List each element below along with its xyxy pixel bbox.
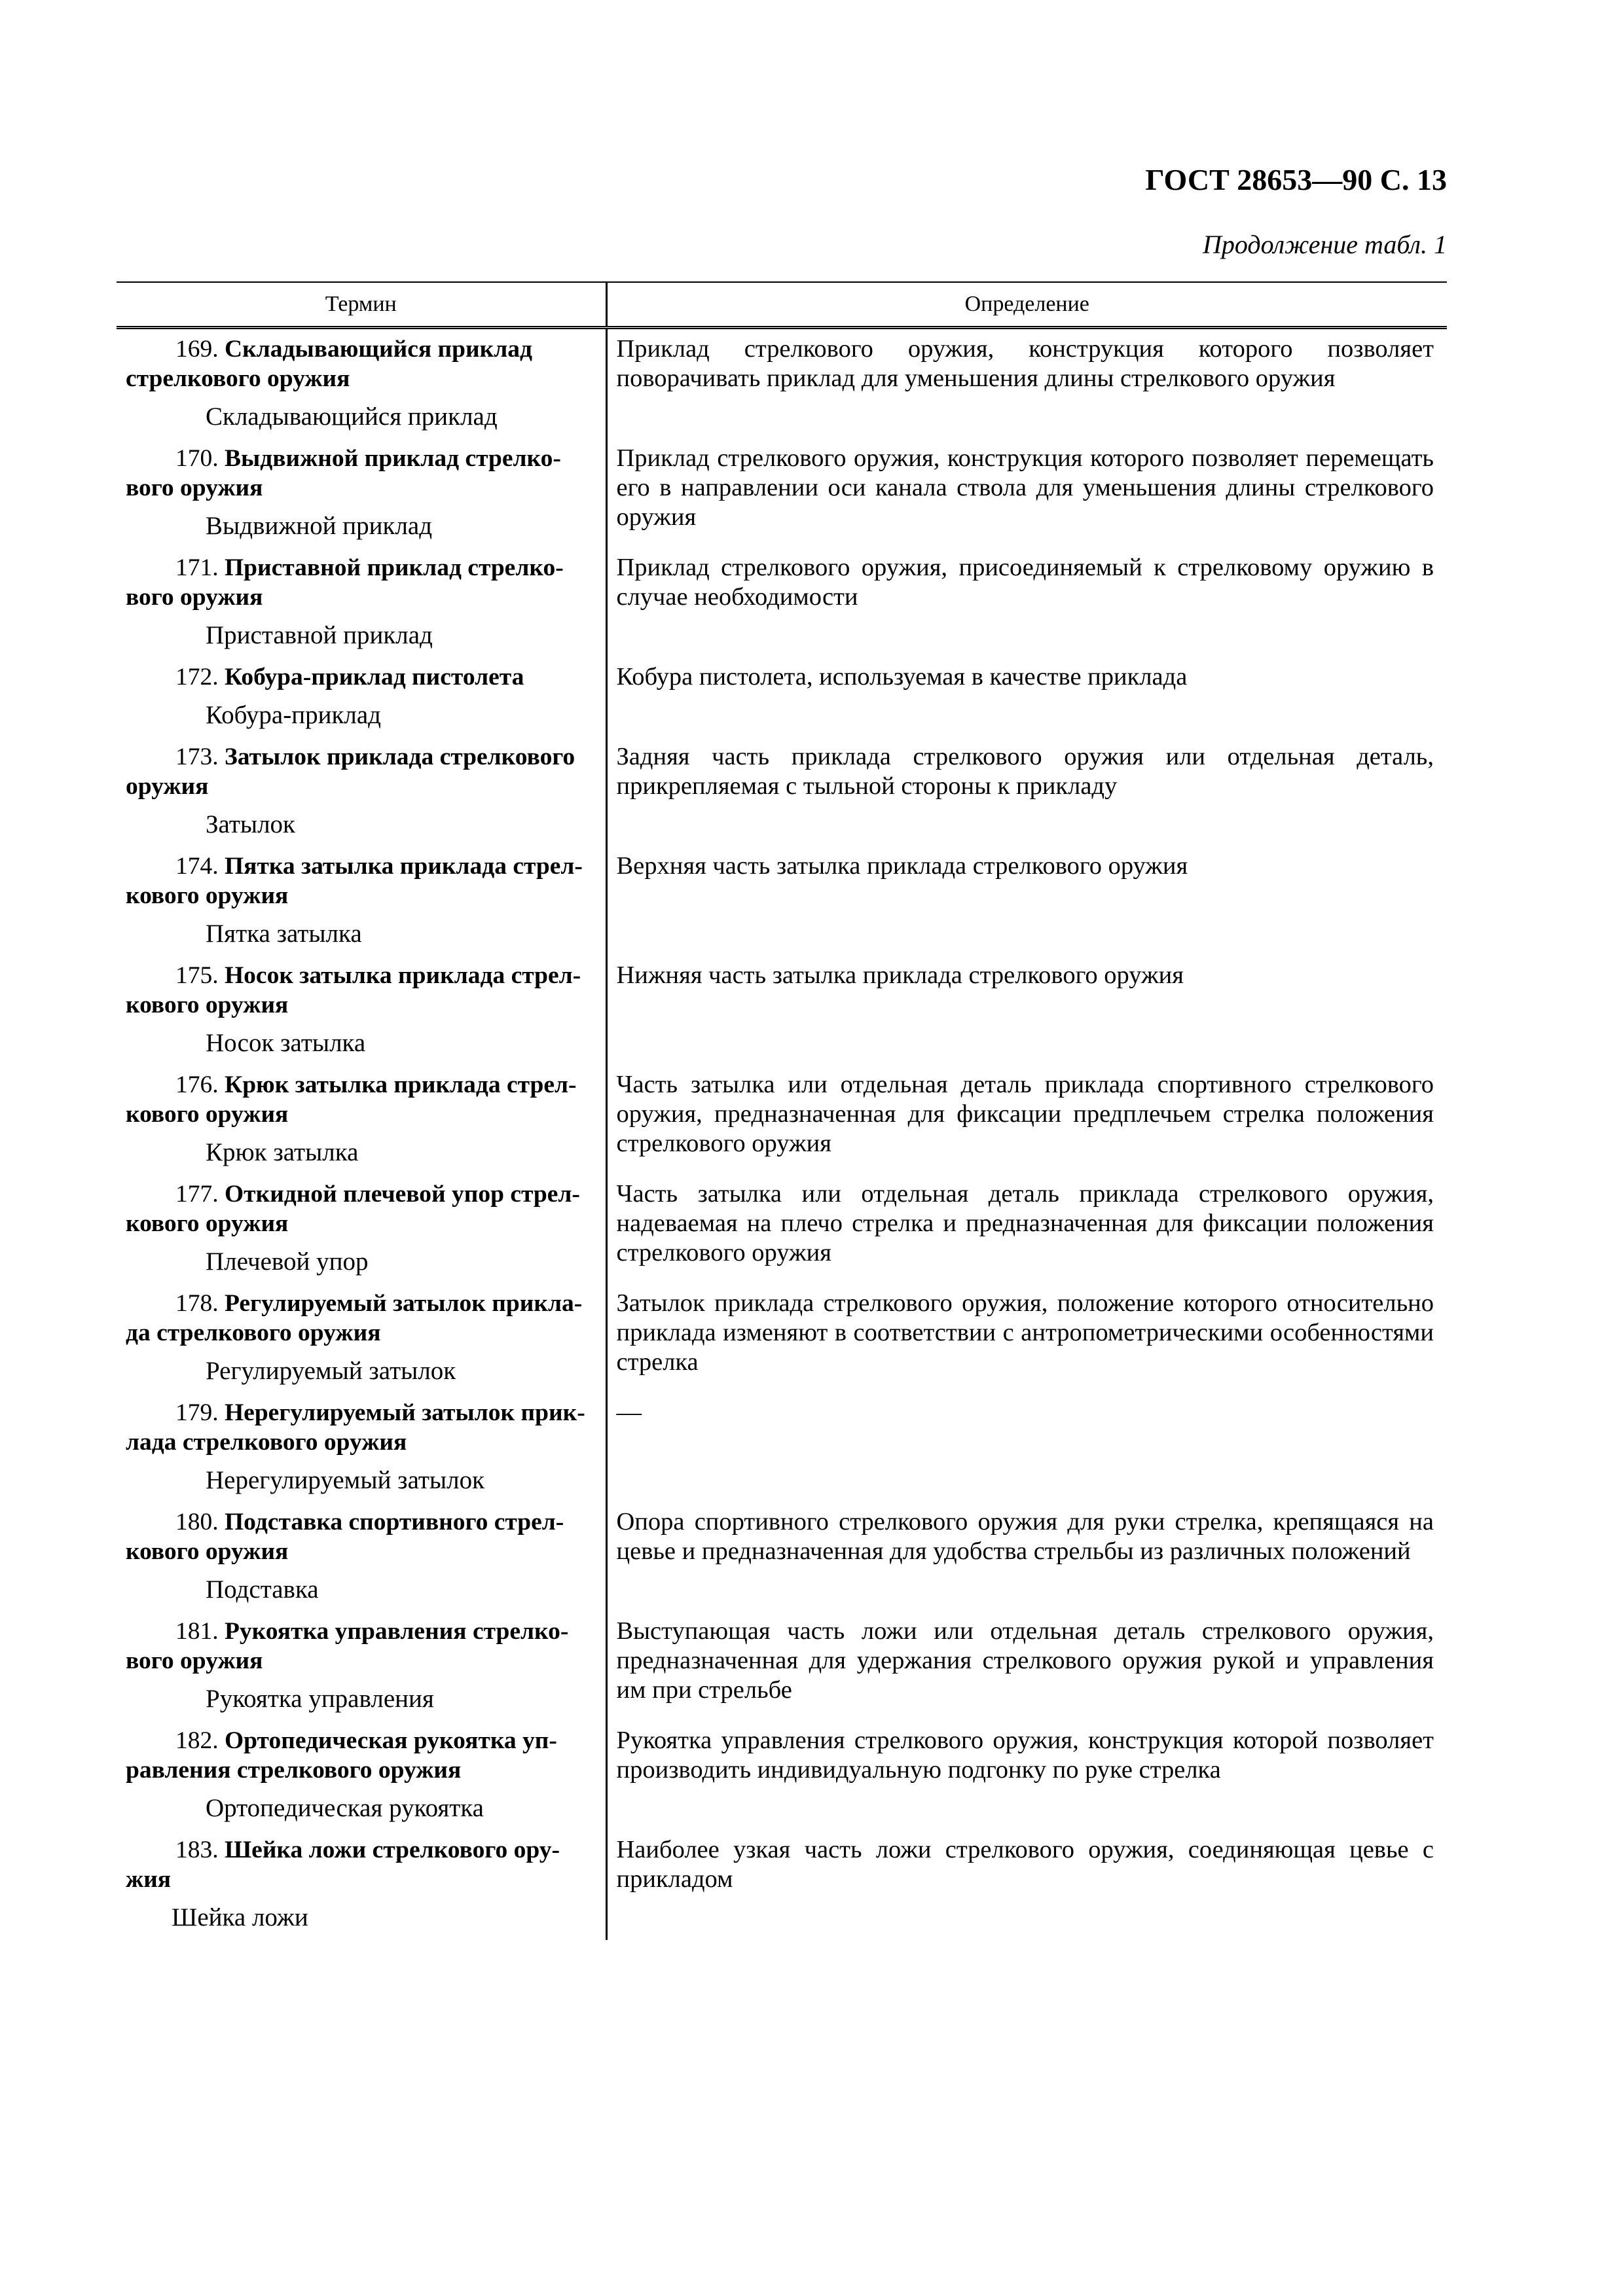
term-number: 180. bbox=[175, 1509, 219, 1535]
definition-text: Приклад стрелкового оружия, присоединяемый к стрелковому оружию в случае необходимости bbox=[616, 554, 1434, 611]
term-full bbox=[117, 1065, 606, 1129]
table-row bbox=[117, 657, 1447, 737]
definition-text: Опора спортивного стрелкового оружия для руки стрелка, крепящаяся на цевье и предназначенная для удобства стрельбы из различных положений bbox=[616, 1508, 1434, 1565]
definition-cell bbox=[606, 846, 1447, 956]
table-row bbox=[117, 737, 1447, 846]
term-number: 176. bbox=[175, 1071, 219, 1098]
definition-text: Затылок приклада стрелкового оружия, положение которого относительно приклада изменяют в соответствии с антропометрическими особенностями стрелка bbox=[616, 1289, 1434, 1376]
term-short-form: Плечевой упор bbox=[206, 1247, 369, 1276]
definition-text: Часть затылка или отдельная деталь приклада стрелкового оружия, надеваемая на плечо стрелка и предназначенная для фиксации положения стрелкового оружия bbox=[616, 1180, 1434, 1266]
term-short-form: Пятка затылка bbox=[206, 920, 362, 948]
term-number: 175. bbox=[175, 962, 219, 989]
table-row bbox=[117, 1721, 1447, 1830]
definition-text: Кобура пистолета, используемая в качестве приклада bbox=[616, 663, 1188, 691]
term-cell bbox=[117, 1065, 606, 1174]
definition-cell bbox=[606, 1830, 1447, 1940]
term-cell bbox=[117, 657, 606, 737]
term-number: 173. bbox=[175, 744, 219, 770]
definition-cell bbox=[606, 548, 1447, 657]
term-name-continuation: кового оружия bbox=[126, 992, 289, 1018]
definition-text: Верхняя часть затылка приклада стрелкового оружия bbox=[616, 852, 1188, 880]
term-cell bbox=[117, 956, 606, 1065]
table-header-row bbox=[117, 282, 1447, 328]
term-cell bbox=[117, 846, 606, 956]
definition-cell bbox=[606, 1065, 1447, 1174]
term-name-continuation: вого оружия bbox=[126, 475, 263, 501]
definition-text: Приклад стрелкового оружия, конструкция которого позволяет перемещать его в направлении оси канала ствола для уменьшения длины стрелкового оружия bbox=[616, 444, 1434, 531]
term-name-continuation: жия bbox=[126, 1866, 172, 1893]
term-name: Крюк затылка приклада стрел- bbox=[225, 1071, 577, 1098]
table-row bbox=[117, 846, 1447, 956]
term-cell bbox=[117, 1830, 606, 1940]
term-full bbox=[117, 1830, 606, 1894]
term-number: 181. bbox=[175, 1618, 219, 1645]
definition-text: Нижняя часть затылка приклада стрелкового оружия bbox=[616, 961, 1184, 989]
definition-cell bbox=[606, 1611, 1447, 1721]
term-cell bbox=[117, 737, 606, 846]
term-name-continuation: лада стрелкового оружия bbox=[126, 1429, 407, 1456]
definition-cell bbox=[606, 657, 1447, 737]
term-name: Пятка затылка приклада стрел- bbox=[225, 853, 583, 880]
table-row bbox=[117, 1830, 1447, 1940]
term-name-continuation: кового оружия bbox=[126, 1538, 289, 1565]
term-number: 179. bbox=[175, 1399, 219, 1426]
term-cell bbox=[117, 439, 606, 548]
table-row bbox=[117, 1502, 1447, 1611]
term-full bbox=[117, 846, 606, 910]
term-name: Складывающийся приклад bbox=[225, 336, 532, 363]
term-number: 172. bbox=[175, 664, 219, 691]
term-short-form: Выдвижной приклад bbox=[206, 512, 433, 540]
term-cell bbox=[117, 1611, 606, 1721]
table-row bbox=[117, 328, 1447, 439]
term-cell bbox=[117, 1502, 606, 1611]
term-name: Носок затылка приклада стрел- bbox=[225, 962, 581, 989]
term-name-continuation: оружия bbox=[126, 773, 209, 800]
table-row bbox=[117, 548, 1447, 657]
term-cell bbox=[117, 1174, 606, 1283]
term-name: Выдвижной приклад стрелко- bbox=[225, 445, 561, 472]
term-short-form: Рукоятка управления bbox=[206, 1685, 434, 1713]
term-name-continuation: кового оружия bbox=[126, 1210, 289, 1237]
table-row bbox=[117, 956, 1447, 1065]
definition-cell bbox=[606, 737, 1447, 846]
definition-cell bbox=[606, 1283, 1447, 1393]
term-number: 170. bbox=[175, 445, 219, 472]
table-body bbox=[117, 328, 1447, 1941]
term-short-form: Складывающийся приклад bbox=[206, 403, 498, 431]
definition-text: Приклад стрелкового оружия, конструкция которого позволяет поворачивать приклад для уменьшения длины стрелкового оружия bbox=[616, 335, 1434, 392]
term-full bbox=[117, 737, 606, 801]
term-number: 178. bbox=[175, 1290, 219, 1317]
term-short-form: Кобура-приклад bbox=[206, 701, 382, 729]
term-name-continuation: вого оружия bbox=[126, 1647, 263, 1674]
term-name-continuation: да стрелкового оружия bbox=[126, 1319, 381, 1346]
table-row bbox=[117, 1283, 1447, 1393]
term-number: 183. bbox=[175, 1837, 219, 1863]
table-row bbox=[117, 1065, 1447, 1174]
table-row bbox=[117, 439, 1447, 548]
term-cell bbox=[117, 328, 606, 439]
definition-cell bbox=[606, 1393, 1447, 1502]
term-full bbox=[117, 1393, 606, 1457]
term-name-continuation: равления стрелкового оружия bbox=[126, 1757, 462, 1784]
definition-cell bbox=[606, 956, 1447, 1065]
term-name: Подставка спортивного стрел- bbox=[225, 1509, 564, 1535]
definition-cell bbox=[606, 1174, 1447, 1283]
term-name: Кобура-приклад пистолета bbox=[225, 664, 524, 691]
term-short-form: Затылок bbox=[206, 810, 295, 838]
definition-text: — bbox=[616, 1399, 642, 1426]
term-short-form: Крюк затылка bbox=[206, 1138, 359, 1166]
definition-text: Выступающая часть ложи или отдельная деталь стрелкового оружия, предназначенная для удержания стрелкового оружия рукой и управления им при стрельбе bbox=[616, 1617, 1434, 1704]
term-full bbox=[117, 1502, 606, 1566]
term-name: Нерегулируемый затылок прик- bbox=[225, 1399, 585, 1426]
term-number: 182. bbox=[175, 1727, 219, 1754]
term-cell bbox=[117, 548, 606, 657]
term-name-continuation: стрелкового оружия bbox=[126, 365, 350, 392]
term-full bbox=[117, 1721, 606, 1785]
column-header-definition: Определение bbox=[606, 282, 1447, 328]
term-name: Откидной плечевой упор стрел- bbox=[225, 1181, 580, 1208]
term-full bbox=[117, 956, 606, 1020]
term-short-form: Приставной приклад bbox=[206, 621, 433, 649]
term-full bbox=[117, 1174, 606, 1238]
term-short-form: Носок затылка bbox=[206, 1029, 366, 1057]
term-name: Шейка ложи стрелкового ору- bbox=[225, 1837, 560, 1863]
term-number: 174. bbox=[175, 853, 219, 880]
term-name: Затылок приклада стрелкового bbox=[225, 744, 575, 770]
definition-text: Часть затылка или отдельная деталь приклада спортивного стрелкового оружия, предназначенная для фиксации предплечьем стрелка положения стрелкового оружия bbox=[616, 1071, 1434, 1157]
term-full bbox=[117, 657, 606, 692]
term-full bbox=[117, 329, 606, 393]
definition-cell bbox=[606, 1502, 1447, 1611]
term-number: 169. bbox=[175, 336, 219, 363]
term-full bbox=[117, 439, 606, 503]
column-header-term: Термин bbox=[117, 282, 606, 328]
table-row bbox=[117, 1611, 1447, 1721]
term-cell bbox=[117, 1393, 606, 1502]
term-name-continuation: кового оружия bbox=[126, 1101, 289, 1128]
term-short-form: Подставка bbox=[206, 1575, 319, 1604]
table-continuation-label: Продолжение табл. 1 bbox=[1202, 230, 1447, 259]
definition-text: Наиболее узкая часть ложи стрелкового оружия, соединяющая цевье с прикладом bbox=[616, 1836, 1434, 1893]
term-cell bbox=[117, 1283, 606, 1393]
page-header: ГОСТ 28653—90 С. 13 bbox=[1145, 163, 1447, 196]
term-name: Рукоятка управления стрелко- bbox=[225, 1618, 569, 1645]
definition-text: Задняя часть приклада стрелкового оружия или отдельная деталь, прикрепляемая с тыльной стороны к прикладу bbox=[616, 743, 1434, 800]
definition-cell bbox=[606, 439, 1447, 548]
term-number: 171. bbox=[175, 554, 219, 581]
term-name: Ортопедическая рукоятка уп- bbox=[225, 1727, 557, 1754]
term-full bbox=[117, 1283, 606, 1348]
definition-text: Рукоятка управления стрелкового оружия, конструкция которой позволяет производить индивидуальную подгонку по руке стрелка bbox=[616, 1727, 1434, 1784]
term-full bbox=[117, 1611, 606, 1676]
table-row bbox=[117, 1393, 1447, 1502]
terms-table bbox=[117, 281, 1447, 1940]
term-short-form: Нерегулируемый затылок bbox=[206, 1466, 485, 1494]
definition-cell bbox=[606, 328, 1447, 439]
term-name-continuation: вого оружия bbox=[126, 584, 263, 611]
term-cell bbox=[117, 1721, 606, 1830]
term-short-form: Шейка ложи bbox=[172, 1903, 308, 1931]
table-row bbox=[117, 1174, 1447, 1283]
term-name-continuation: кового оружия bbox=[126, 882, 289, 909]
term-short-form: Ортопедическая рукоятка bbox=[206, 1794, 484, 1822]
term-name: Регулируемый затылок прикла- bbox=[225, 1290, 583, 1317]
term-full bbox=[117, 548, 606, 612]
term-short-form: Регулируемый затылок bbox=[206, 1357, 456, 1385]
term-name: Приставной приклад стрелко- bbox=[225, 554, 564, 581]
definition-cell bbox=[606, 1721, 1447, 1830]
term-number: 177. bbox=[175, 1181, 219, 1208]
